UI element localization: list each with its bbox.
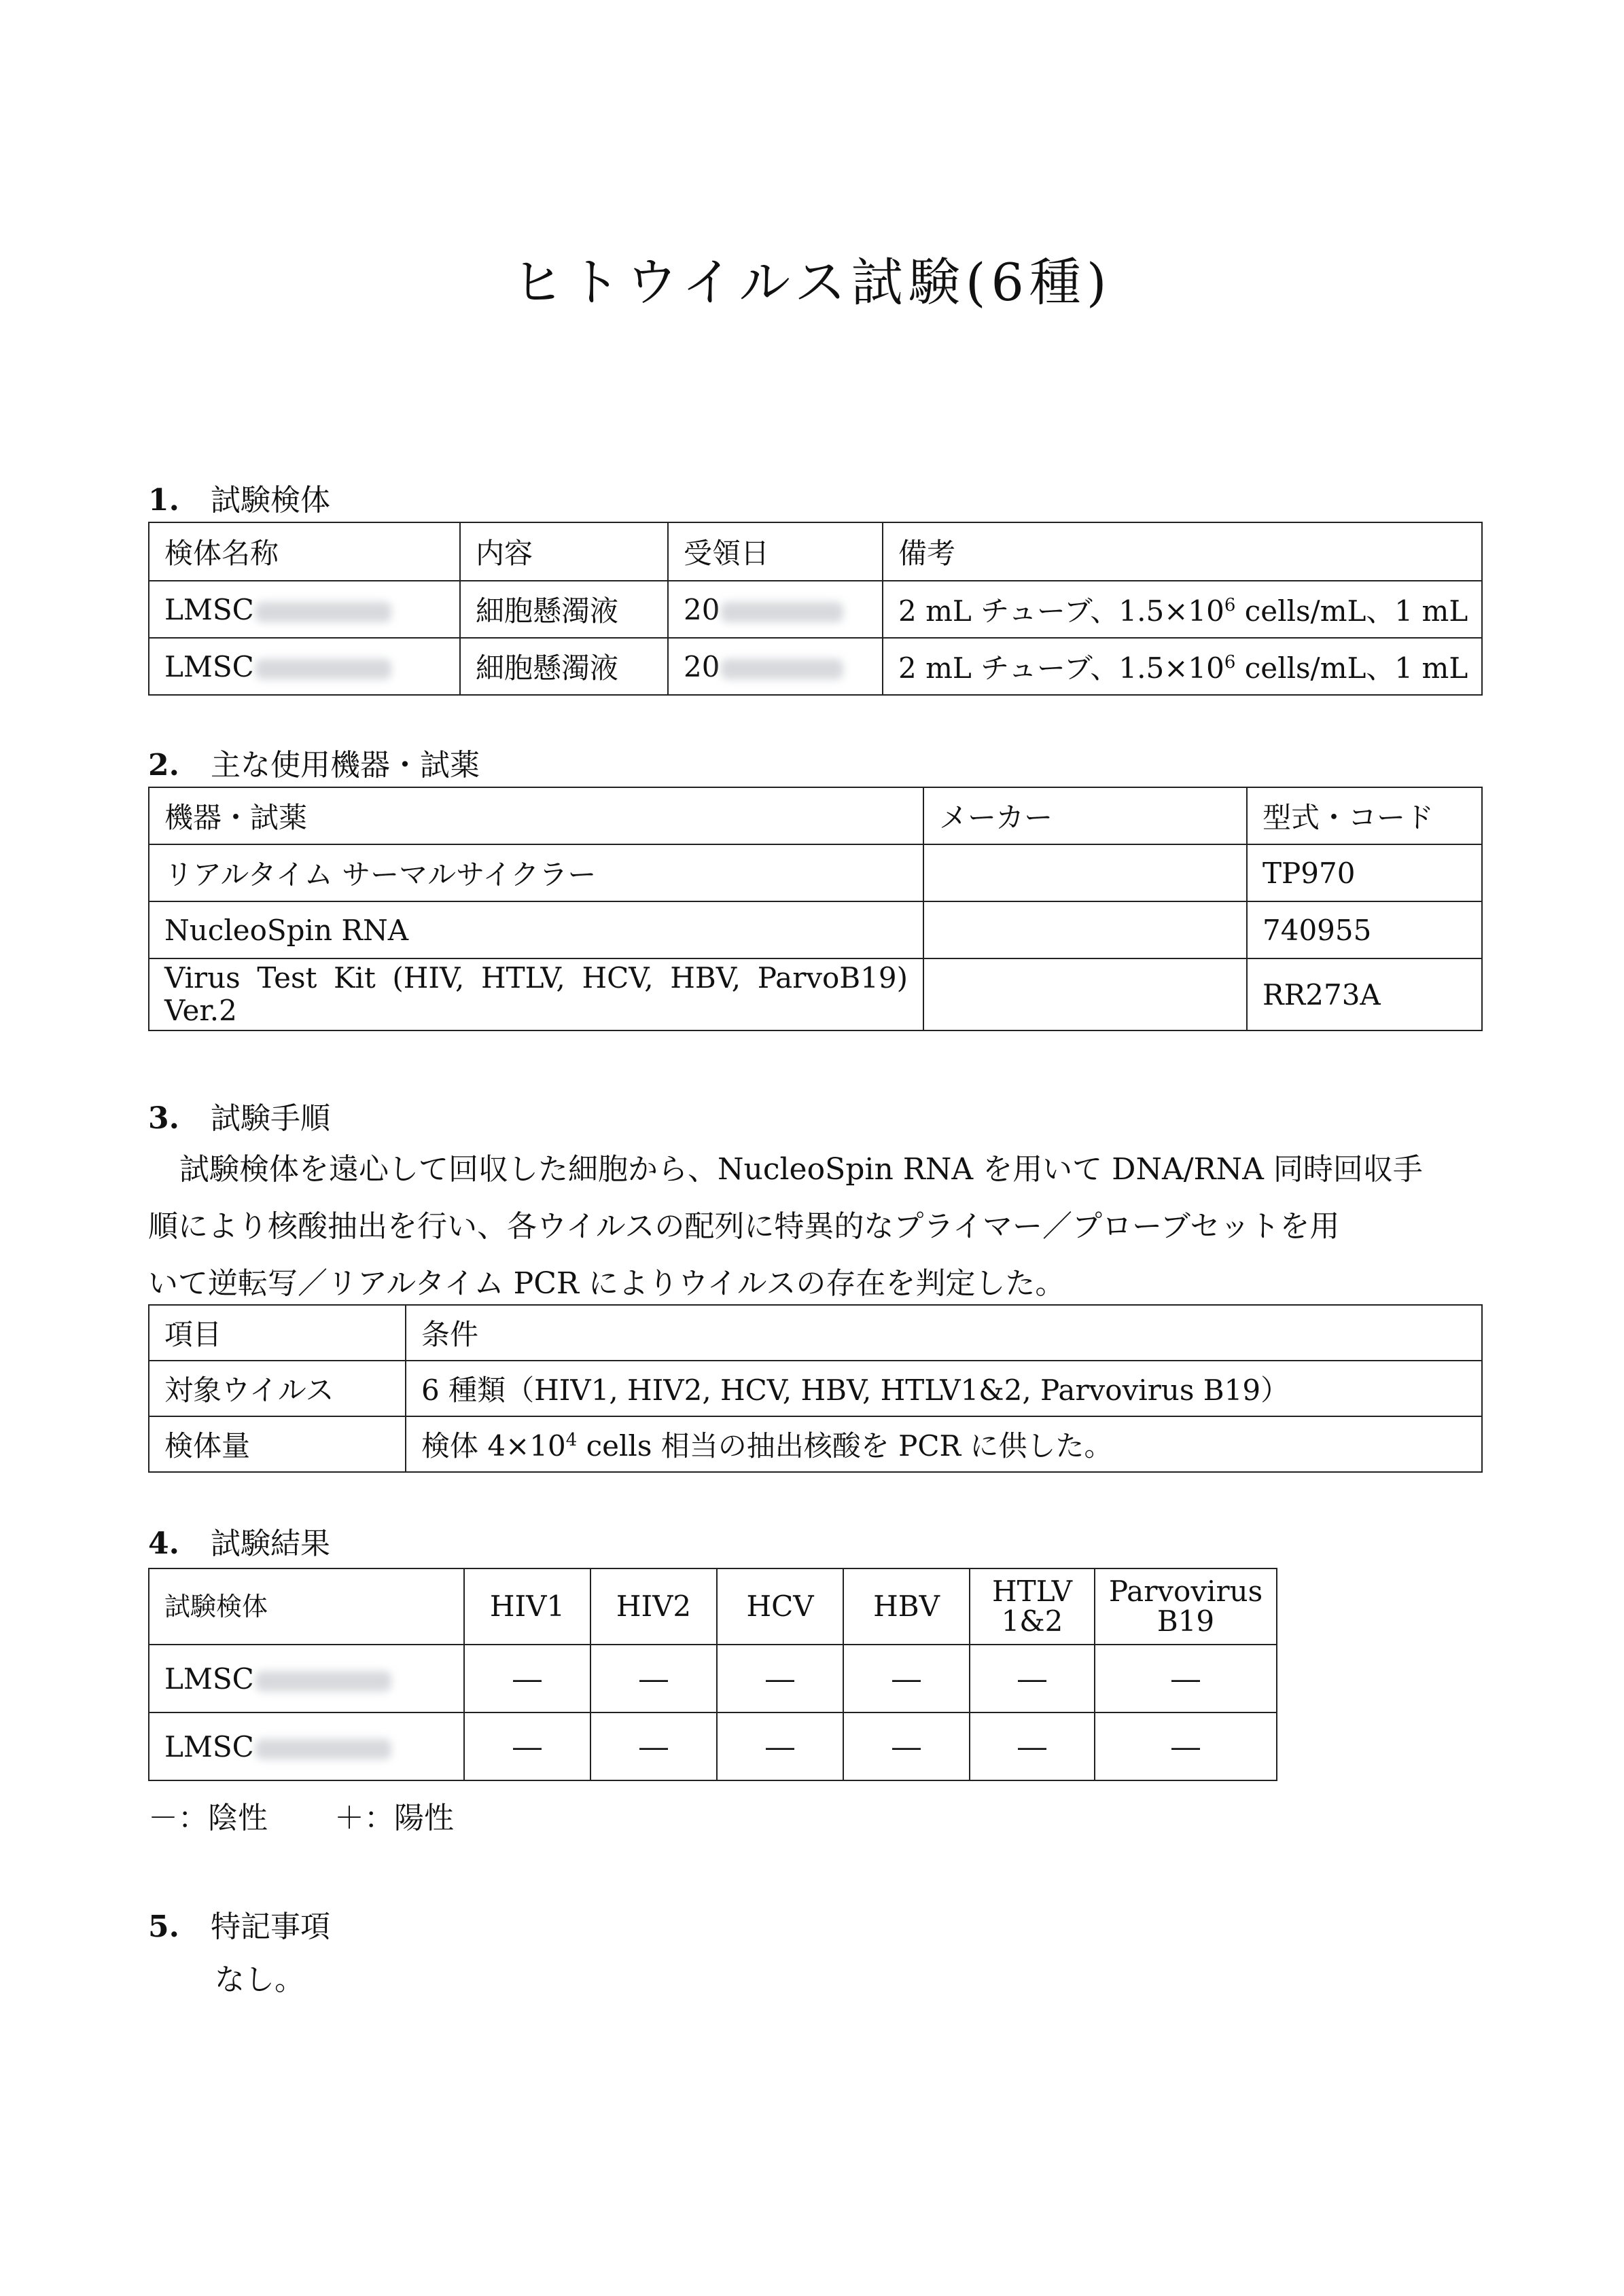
specimen-name	[149, 638, 460, 695]
section-4-title: 試験結果	[211, 1526, 330, 1561]
result-hiv2: ―	[590, 1645, 717, 1712]
equipment-code: TP970	[1247, 844, 1482, 901]
result-hiv1: ―	[464, 1712, 590, 1780]
remarks-part-a: 2 mL チューブ、1.5×10	[898, 651, 1224, 685]
section-2-number: 2.	[148, 748, 179, 783]
specimen-content: 細胞懸濁液	[460, 581, 668, 638]
header-hbv: HBV	[843, 1568, 970, 1645]
header-condition: 条件	[406, 1305, 1482, 1361]
header-equipment-reagent: 機器・試薬	[149, 787, 923, 844]
redacted-date	[721, 659, 843, 679]
remarks	[883, 638, 1482, 695]
header-parvovirus	[1095, 1568, 1277, 1645]
remarks-exponent: 6	[1224, 595, 1236, 615]
specimen-name-prefix: LMSC	[164, 649, 254, 683]
equipment-table-header	[149, 787, 1482, 844]
special-notes-text: なし。	[215, 1962, 304, 1997]
conditions-table-header	[149, 1305, 1482, 1361]
result-htlv: ―	[970, 1712, 1095, 1780]
equipment-item-line-2: Ver.2	[164, 994, 237, 1027]
result-hiv2: ―	[590, 1712, 717, 1780]
results-table-header	[149, 1568, 1277, 1645]
equipment-maker	[923, 901, 1247, 958]
specimen-content: 細胞懸濁液	[460, 638, 668, 695]
section-2-heading	[148, 740, 480, 784]
date-prefix: 20	[684, 592, 720, 626]
header-remarks: 備考	[883, 522, 1482, 581]
specimen-name-prefix: LMSC	[164, 592, 254, 626]
section-3-title: 試験手順	[211, 1101, 330, 1136]
specimen-name-prefix: LMSC	[164, 1729, 254, 1763]
header-maker: メーカー	[923, 787, 1247, 844]
condition-part-b: cells 相当の抽出核酸を PCR に供した。	[577, 1429, 1113, 1463]
result-parvovirus: ―	[1095, 1712, 1277, 1780]
result-parvovirus: ―	[1095, 1645, 1277, 1712]
specimen-table-header	[149, 522, 1482, 581]
result-hbv: ―	[843, 1712, 970, 1780]
redacted-id	[255, 1671, 391, 1691]
table-row	[149, 1645, 1277, 1712]
table-row	[149, 1416, 1482, 1472]
section-1-heading	[148, 476, 330, 519]
result-specimen-name	[149, 1645, 464, 1712]
date-prefix: 20	[684, 649, 720, 683]
remarks-exponent: 6	[1224, 652, 1236, 672]
header-hiv2: HIV2	[590, 1568, 717, 1645]
result-hcv: ―	[717, 1712, 843, 1780]
header-htlv	[970, 1568, 1095, 1645]
header-specimen-name: 検体名称	[149, 522, 460, 581]
header-content: 内容	[460, 522, 668, 581]
result-hcv: ―	[717, 1645, 843, 1712]
conditions-table	[148, 1304, 1483, 1473]
section-4-number: 4.	[148, 1526, 179, 1561]
header-htlv-line-2: 1&2	[1001, 1604, 1063, 1638]
result-htlv: ―	[970, 1645, 1095, 1712]
condition-item: 対象ウイルス	[149, 1361, 406, 1416]
equipment-item: リアルタイム サーマルサイクラー	[149, 844, 923, 901]
equipment-code: 740955	[1247, 901, 1482, 958]
section-1-number: 1.	[148, 483, 179, 518]
header-htlv-line-1: HTLV	[992, 1575, 1072, 1608]
section-1-title: 試験検体	[211, 483, 330, 518]
section-3-heading	[148, 1094, 330, 1137]
redacted-id	[255, 1739, 391, 1759]
specimen-table	[148, 522, 1483, 696]
section-5-heading	[148, 1902, 330, 1945]
condition-exponent: 4	[565, 1430, 578, 1450]
equipment-maker	[923, 958, 1247, 1030]
procedure-line-2: 順により核酸抽出を行い、各ウイルスの配列に特異的なプライマー／プローブセットを用	[148, 1209, 1340, 1244]
header-parvovirus-line-1: Parvovirus	[1108, 1575, 1263, 1608]
redacted-date	[721, 602, 843, 622]
equipment-item: NucleoSpin RNA	[149, 901, 923, 958]
section-5-number: 5.	[148, 1909, 179, 1944]
procedure-line-1: 試験検体を遠心して回収した細胞から、NucleoSpin RNA を用いて DNA/RNA 同時回収手	[179, 1152, 1423, 1187]
table-row	[149, 581, 1482, 638]
header-hcv: HCV	[717, 1568, 843, 1645]
procedure-line-3: いて逆転写／リアルタイム PCR によりウイルスの存在を判定した。	[148, 1266, 1065, 1301]
header-hiv1: HIV1	[464, 1568, 590, 1645]
table-row	[149, 844, 1482, 901]
header-test-specimen: 試験検体	[149, 1568, 464, 1645]
procedure-paragraph	[148, 1141, 1466, 1312]
equipment-item-line-1: Virus Test Kit (HIV, HTLV, HCV, HBV, ParvoB19)	[164, 961, 908, 994]
section-2-title: 主な使用機器・試薬	[211, 748, 480, 783]
section-4-heading	[148, 1519, 330, 1562]
result-hbv: ―	[843, 1645, 970, 1712]
received-date	[668, 638, 883, 695]
table-row	[149, 1361, 1482, 1416]
condition-value	[406, 1416, 1482, 1472]
equipment-item	[149, 958, 923, 1030]
document-title: ヒトウイルス試験(6種)	[512, 252, 1112, 312]
equipment-maker	[923, 844, 1247, 901]
redacted-id	[255, 602, 391, 622]
received-date	[668, 581, 883, 638]
result-specimen-name	[149, 1712, 464, 1780]
remarks-part-b: cells/mL、1 mL	[1235, 594, 1468, 628]
header-item: 項目	[149, 1305, 406, 1361]
specimen-name	[149, 581, 460, 638]
redacted-id	[255, 659, 391, 679]
table-row	[149, 638, 1482, 695]
table-row	[149, 958, 1482, 1030]
remarks	[883, 581, 1482, 638]
table-row	[149, 1712, 1277, 1780]
specimen-name-prefix: LMSC	[164, 1662, 254, 1696]
section-3-number: 3.	[148, 1101, 179, 1136]
header-model-code: 型式・コード	[1247, 787, 1482, 844]
result-legend	[148, 1793, 454, 1837]
section-5-title: 特記事項	[211, 1909, 330, 1944]
condition-item: 検体量	[149, 1416, 406, 1472]
legend-positive: ＋：陽性	[334, 1801, 454, 1835]
result-hiv1: ―	[464, 1645, 590, 1712]
table-row	[149, 901, 1482, 958]
condition-value: 6 種類（HIV1, HIV2, HCV, HBV, HTLV1&2, Parvovirus B19）	[406, 1361, 1482, 1416]
header-parvovirus-line-2: B19	[1157, 1604, 1215, 1638]
legend-negative: －：陰性	[148, 1801, 268, 1835]
results-table	[148, 1568, 1277, 1781]
condition-part-a: 検体 4×10	[421, 1429, 566, 1463]
equipment-table	[148, 787, 1483, 1031]
remarks-part-b: cells/mL、1 mL	[1235, 651, 1468, 685]
equipment-code: RR273A	[1247, 958, 1482, 1030]
remarks-part-a: 2 mL チューブ、1.5×10	[898, 594, 1224, 628]
header-received-date: 受領日	[668, 522, 883, 581]
